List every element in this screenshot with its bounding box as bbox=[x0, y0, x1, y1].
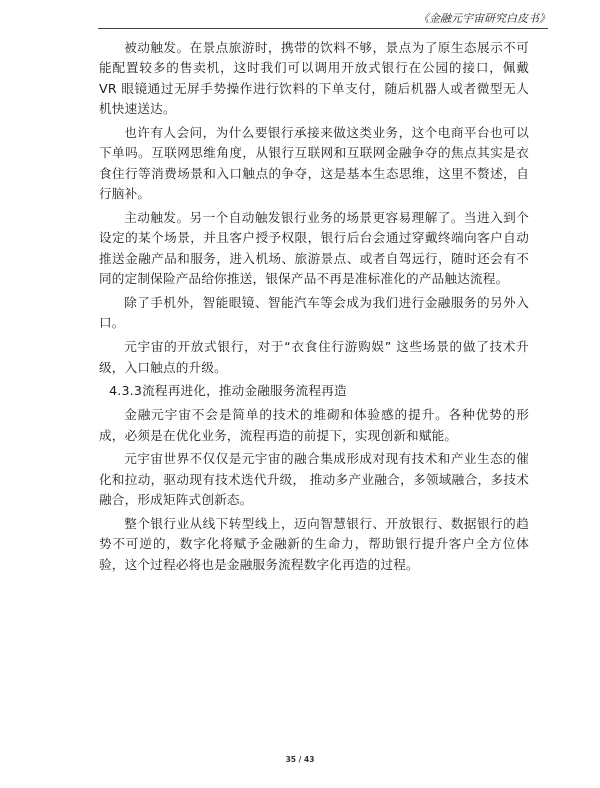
paragraph-passive-trigger: 被动触发。在景点旅游时，携带的饮料不够，景点为了原生态展示不可能配置较多的售卖机，这时我们可以调用开放式银行在公园的接口，佩戴 VR 眼镜通过无屏手势操作进行饮料的下单支付，随后机器人或者微型无人机快速送达。 bbox=[99, 40, 529, 117]
body-text bbox=[99, 38, 529, 579]
paragraph-why-bank: 也许有人会问，为什么要银行承接来做这类业务，这个电商平台也可以下单吗。互联网思维角度，从银行互联网和互联网金融争夺的焦点其实是衣食住行等消费场景和入口触点的争夺，这是基本生态思维，这里不赘述，自行脑补。 bbox=[99, 125, 529, 202]
paragraph-active-trigger: 主动触发。另一个自动触发银行业务的场景更容易理解了。当进入到个设定的某个场景，并且客户授予权限，银行后台会通过穿戴终端向客户自动推送金融产品和服务，进入机场、旅游景点、或者自驾远行，随时还会有不同的定制保险产品给你推送，银保产品不再是准标准化的产品触达流程。 bbox=[99, 210, 529, 287]
paragraph-metaverse-integration: 元宇宙世界不仅仅是元宇宙的融合集成形成对现有技术和产业生态的催化和拉动，驱动现有技术迭代升级， 推动多产业融合，多领域融合，多技术融合，形成矩阵式创新态。 bbox=[99, 451, 529, 508]
header-divider bbox=[98, 28, 548, 29]
running-header-title: 《金融元宇宙研究白皮书》 bbox=[418, 12, 550, 25]
page-number: 35 / 43 bbox=[285, 755, 315, 764]
paragraph-other-entry-points: 除了手机外，智能眼镜、智能汽车等会成为我们进行金融服务的另外入口。 bbox=[99, 295, 529, 331]
paragraph-digital-transformation: 整个银行业从线下转型线上，迈向智慧银行、开放银行、数据银行的趋势不可逆的，数字化将赋予金融新的生命力，帮助银行提升客户全方位体验，这个过程必将也是金融服务流程数字化再造的过程。 bbox=[99, 516, 529, 572]
paragraph-process-reengineering: 金融元宇宙不会是简单的技术的堆砌和体验感的提升。各种优势的形成，必须是在优化业务，流程再造的前提下，实现创新和赋能。 bbox=[99, 407, 529, 443]
paragraph-open-bank-upgrade: 元宇宙的开放式银行，对于“衣食住行游购娱” 这些场景的做了技术升级，入口触点的升级。 bbox=[99, 339, 529, 375]
section-heading: 4.3.3流程再进化，推动金融服务流程再造 bbox=[109, 383, 347, 399]
